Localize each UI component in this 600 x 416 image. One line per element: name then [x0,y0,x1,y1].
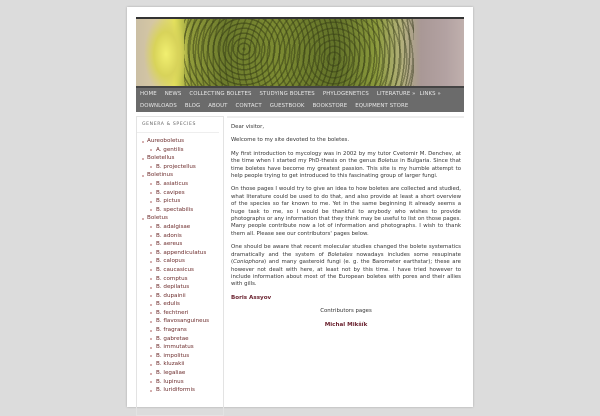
nav-row-2 [136,100,464,112]
nav-contact[interactable]: CONTACT [235,103,262,109]
species-link[interactable]: B. aereus [137,240,223,249]
header-banner-image [136,17,464,86]
systematics-paragraph [231,244,461,288]
species-link[interactable]: B. legaliae [137,369,223,378]
order-boletales: Boletales [327,251,353,258]
nav-about[interactable]: ABOUT [208,103,228,109]
species-link[interactable]: B. fragrans [137,326,223,335]
purpose-paragraph: On those pages I would try to give an idea to how boletes are collected and studied, what literature could be used to do that, and also provide at least a short overview of the species so far known to me. Yet in the same beginning it already seems a huge task to me, so I would be thankful to anybody who wishes to provide photographs or any information that they think may be useful to list on those pages. Many people contribute now a lot of information and photographs. I wish to thank them all. Please see our contributors' pages below. [231,186,461,237]
species-link[interactable]: B. gabretae [137,335,223,344]
species-link[interactable]: B. luridiformis [137,386,223,395]
nav-row-1 [136,88,464,100]
nav-news[interactable]: NEWS [164,91,182,97]
contributors-heading: Contributors pages [320,308,372,315]
species-link[interactable]: B. edulis [137,300,223,309]
species-link[interactable]: B. adonis [137,232,223,241]
species-link[interactable]: A. gentilis [137,146,223,155]
species-link[interactable]: B. lupinus [137,378,223,387]
intro-text-b: in Bulgaria. Since that time boletes have become my greatest passion. This site is my humble attempt to help people trying to get introduced to this fascinating group of larger fungi. [231,158,461,180]
systematics-text-b: nowadays includes some resupinate ( [231,251,461,266]
genera-species-list [137,137,223,395]
pore-texture [184,19,414,86]
nav-equipment-store[interactable]: EQUIPMENT STORE [355,103,409,109]
sidebar-title: GENERA & SPECIES [137,117,219,133]
intro-text-a: My first introduction to mycology was in 2002 by my tutor Cvetomir M. Denchev, at the time when I started my PhD-thesis on the genus [231,150,461,165]
nav-downloads[interactable]: DOWNLOADS [140,103,177,109]
species-link[interactable]: B. adalgisae [137,223,223,232]
genus-link[interactable]: Boletinus [137,171,223,180]
welcome-text: Welcome to my site devoted to the boletes. [231,137,350,144]
nav-literature[interactable]: LITERATURE » [376,91,416,97]
species-link[interactable]: B. comptus [137,275,223,284]
species-link[interactable]: B. immutatus [137,343,223,352]
species-link[interactable]: B. cavipes [137,189,223,198]
species-link[interactable]: B. impolitus [137,352,223,361]
genus-link[interactable]: Aureoboletus [137,137,223,146]
species-link[interactable]: B. calopus [137,257,223,266]
nav-bookstore[interactable]: BOOKSTORE [312,103,348,109]
species-link[interactable]: B. flavosanguineus [137,317,223,326]
contributor-link[interactable]: Michal Mikšík [324,321,368,328]
nav-home[interactable]: HOME [140,91,157,97]
genus-link[interactable]: Boletellus [137,154,223,163]
species-link[interactable]: B. depilatus [137,283,223,292]
intro-paragraph [231,151,461,181]
species-link[interactable]: B. dupainii [137,292,223,301]
genus-link[interactable]: Boletus [137,214,223,223]
species-link[interactable]: B. appendiculatus [137,249,223,258]
species-link[interactable]: B. caucasicus [137,266,223,275]
greeting: Dear visitor, [231,124,265,130]
species-link[interactable]: B. fechtneri [137,309,223,318]
species-link[interactable]: B. asiaticus [137,180,223,189]
page-container [127,7,473,407]
nav-collecting-boletes[interactable]: COLLECTING BOLETES [189,91,252,97]
species-link[interactable]: B. pictus [137,197,223,206]
systematics-text-a: One should be aware that recent molecular studies changed the bolete systematics dramatically and the system of [231,244,461,258]
nav-studying-boletes[interactable]: STUDYING BOLETES [259,91,315,97]
genus-boletus: Boletus [377,158,398,165]
genus-coniophora: Coniophora [233,259,265,266]
nav-blog[interactable]: BLOG [184,103,201,109]
systematics-text-c: ) and many gasteroid fungi (e. g. the Barometer earthstar); these are however not dealt with here, at least not by this time. I have tried however to include information about most of the European boletes with pores and their allies with gills. [231,259,461,288]
main-navigation [136,86,464,112]
species-link[interactable]: B. spectabilis [137,206,223,215]
nav-links[interactable]: LINKS » [419,91,441,97]
sidebar-genera-species [136,116,224,416]
nav-guestbook[interactable]: GUESTBOOK [269,103,305,109]
nav-phylogenetics[interactable]: PHYLOGENETICS [322,91,369,97]
author-signature: Boris Assyov [231,294,272,301]
main-content [227,116,464,416]
species-link[interactable]: B. kluzakii [137,360,223,369]
species-link[interactable]: B. projectellus [137,163,223,172]
